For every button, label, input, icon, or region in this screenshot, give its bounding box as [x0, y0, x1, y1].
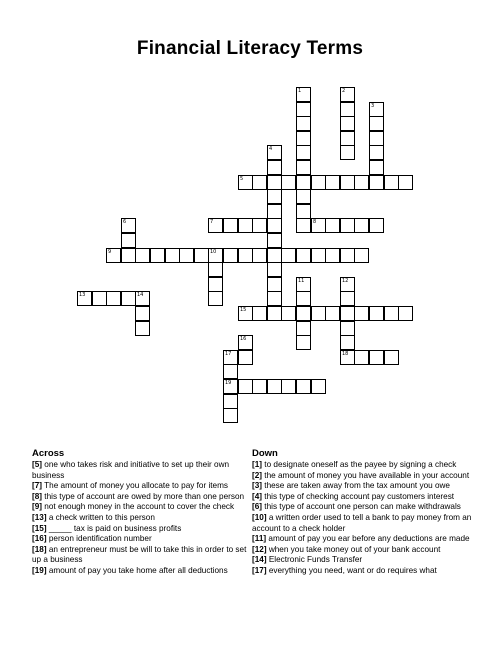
clue-number: 15 [240, 307, 247, 313]
clue-item-number: [18] [32, 544, 47, 554]
grid-cell[interactable] [238, 379, 253, 394]
clue-item-number: [6] [252, 502, 263, 512]
grid-cell[interactable] [354, 306, 369, 321]
clue-number: 2 [342, 88, 346, 94]
grid-cell[interactable] [384, 306, 399, 321]
clue-item-text: an entrepreneur must be will to take this in order to set up a business [32, 544, 247, 565]
grid-cell[interactable] [267, 218, 282, 233]
grid-cell[interactable] [340, 306, 355, 321]
grid-cell[interactable] [267, 379, 282, 394]
down-heading: Down [252, 448, 278, 459]
clue-number: 3 [371, 103, 375, 109]
clue-item-number: [12] [252, 544, 267, 554]
clue-item-number: [16] [32, 534, 47, 544]
grid-cell[interactable] [369, 218, 384, 233]
clue-item-number: [8] [32, 491, 43, 501]
grid-cell[interactable] [296, 175, 311, 190]
clue-item-text: a check written to this person [46, 512, 155, 522]
clue-item-text: this type of account one person can make withdrawals [262, 502, 461, 512]
grid-cell[interactable] [384, 175, 399, 190]
clue-item-text: Electronic Funds Transfer [266, 555, 363, 565]
grid-cell[interactable] [121, 291, 136, 306]
grid-cell[interactable] [354, 248, 369, 263]
across-clue-list [32, 460, 254, 577]
grid-cell[interactable] [398, 306, 413, 321]
grid-cell[interactable] [238, 218, 253, 233]
grid-cell[interactable] [150, 248, 165, 263]
clue-number: 1 [298, 88, 302, 94]
clue-number: 9 [108, 249, 112, 255]
grid-cell[interactable] [296, 102, 311, 117]
grid-cell[interactable] [296, 248, 311, 263]
clue-item-text: to designate oneself as the payee by signing a check [262, 460, 457, 469]
clue-item-number: [17] [252, 565, 267, 575]
grid-cell[interactable] [354, 175, 369, 190]
grid-cell[interactable] [223, 394, 238, 409]
clue-item [252, 545, 474, 556]
clue-number: 13 [79, 292, 86, 298]
grid-cell[interactable] [296, 306, 311, 321]
clue-item-number: [15] [32, 523, 47, 533]
clue-item [252, 492, 474, 503]
grid-cell[interactable] [340, 350, 355, 365]
grid-cell[interactable] [194, 248, 209, 263]
grid-cell[interactable] [223, 408, 238, 423]
clue-item-number: [3] [252, 481, 263, 491]
grid-cell[interactable] [296, 204, 311, 219]
clue-item [32, 513, 254, 524]
grid-cell[interactable] [296, 291, 311, 306]
clue-item [252, 513, 474, 534]
clue-number: 8 [313, 219, 317, 225]
clue-item [32, 545, 254, 566]
clue-item-text: amount of pay you ear before any deductions are made [266, 534, 470, 544]
clue-item-text: person identification number [46, 534, 152, 544]
grid-cell[interactable] [238, 350, 253, 365]
grid-cell[interactable] [238, 335, 253, 350]
grid-cell[interactable] [135, 248, 150, 263]
clue-item-number: [11] [252, 534, 267, 544]
grid-cell[interactable] [340, 335, 355, 350]
clue-item [32, 502, 254, 513]
grid-cell[interactable] [296, 145, 311, 160]
grid-cell[interactable] [340, 321, 355, 336]
clue-item [252, 481, 474, 492]
grid-cell[interactable] [135, 291, 150, 306]
clue-number: 5 [240, 176, 244, 182]
clue-number: 11 [298, 278, 305, 284]
puzzle-title: Financial Literacy Terms [136, 38, 364, 59]
grid-cell[interactable] [369, 102, 384, 117]
grid-cell[interactable] [311, 379, 326, 394]
clue-item [252, 502, 474, 513]
grid-cell[interactable] [252, 379, 267, 394]
grid-cell[interactable] [296, 218, 311, 233]
grid-cell[interactable] [121, 248, 136, 263]
grid-cell[interactable] [281, 248, 296, 263]
clue-number: 6 [123, 219, 127, 225]
clue-item [32, 492, 254, 503]
clue-item [252, 534, 474, 545]
grid-cell[interactable] [296, 335, 311, 350]
grid-cell[interactable] [135, 321, 150, 336]
grid-cell[interactable] [135, 306, 150, 321]
grid-cell[interactable] [223, 248, 238, 263]
grid-cell[interactable] [267, 262, 282, 277]
clue-item [252, 471, 474, 482]
grid-cell[interactable] [281, 379, 296, 394]
grid-cell[interactable] [354, 350, 369, 365]
clue-item-number: [9] [32, 502, 43, 512]
clue-item-text: the amount of money you have available in your account [262, 470, 470, 480]
across-heading: Across [32, 448, 65, 459]
grid-cell[interactable] [354, 218, 369, 233]
down-clues [252, 448, 474, 577]
grid-cell[interactable] [296, 87, 311, 102]
clue-number: 7 [210, 219, 214, 225]
grid-cell[interactable] [325, 248, 340, 263]
grid-cell[interactable] [340, 218, 355, 233]
grid-cell[interactable] [296, 116, 311, 131]
grid-cell[interactable] [223, 350, 238, 365]
grid-cell[interactable] [106, 248, 121, 263]
grid-cell[interactable] [121, 218, 136, 233]
across-clues [32, 448, 254, 577]
grid-cell[interactable] [340, 116, 355, 131]
grid-cell[interactable] [369, 116, 384, 131]
grid-cell[interactable] [252, 218, 267, 233]
grid-cell[interactable] [267, 291, 282, 306]
grid-cell[interactable] [252, 306, 267, 321]
clue-number: 14 [137, 292, 144, 298]
clue-item [252, 555, 474, 566]
clue-item-text: this type of checking account pay customers interest [262, 491, 455, 501]
grid-cell[interactable] [223, 364, 238, 379]
clue-item [252, 460, 474, 471]
clue-item [32, 566, 254, 577]
clue-item-number: [14] [252, 555, 267, 565]
grid-cell[interactable] [340, 87, 355, 102]
grid-cell[interactable] [325, 306, 340, 321]
grid-cell[interactable] [340, 277, 355, 292]
clue-item-number: [19] [32, 565, 47, 575]
grid-cell[interactable] [296, 379, 311, 394]
grid-cell[interactable] [296, 131, 311, 146]
grid-cell[interactable] [311, 175, 326, 190]
grid-cell[interactable] [267, 175, 282, 190]
clue-item [32, 524, 254, 535]
grid-cell[interactable] [296, 189, 311, 204]
clue-item [32, 460, 254, 481]
grid-cell[interactable] [208, 262, 223, 277]
grid-cell[interactable] [238, 306, 253, 321]
grid-cell[interactable] [325, 175, 340, 190]
down-clue-list [252, 460, 474, 577]
clue-item [32, 534, 254, 545]
clue-number: 10 [210, 249, 217, 255]
clue-item-number: [4] [252, 491, 263, 501]
grid-cell[interactable] [252, 248, 267, 263]
grid-cell[interactable] [369, 306, 384, 321]
grid-cell[interactable] [267, 145, 282, 160]
grid-cell[interactable] [281, 306, 296, 321]
clue-item-number: [5] [32, 460, 43, 469]
clue-number: 19 [225, 380, 232, 386]
grid-cell[interactable] [369, 350, 384, 365]
clue-item [32, 481, 254, 492]
grid-cell[interactable] [267, 160, 282, 175]
grid-cell[interactable] [267, 204, 282, 219]
clue-item-text: this type of account are owed by more than one person [42, 491, 245, 501]
grid-cell[interactable] [267, 277, 282, 292]
grid-cell[interactable] [369, 160, 384, 175]
grid-cell[interactable] [369, 131, 384, 146]
clue-number: 4 [269, 146, 273, 152]
clue-item-number: [1] [252, 460, 263, 469]
clue-number: 17 [225, 351, 232, 357]
clue-item-text: not enough money in the account to cover the check [42, 502, 235, 512]
grid-cell[interactable] [340, 131, 355, 146]
grid-cell[interactable] [208, 291, 223, 306]
grid-cell[interactable] [296, 160, 311, 175]
grid-cell[interactable] [223, 379, 238, 394]
grid-cell[interactable] [121, 233, 136, 248]
grid-cell[interactable] [77, 291, 92, 306]
grid-cell[interactable] [165, 248, 180, 263]
grid-cell[interactable] [208, 218, 223, 233]
grid-cell[interactable] [340, 291, 355, 306]
clue-item-text: The amount of money you allocate to pay for items [42, 481, 229, 491]
clue-number: 18 [342, 351, 349, 357]
grid-cell[interactable] [267, 233, 282, 248]
clue-item-text: one who takes risk and initiative to set up their own business [32, 460, 230, 480]
clue-item-text: _____ tax is paid on business profits [46, 523, 182, 533]
grid-cell[interactable] [296, 277, 311, 292]
clue-item-number: [10] [252, 512, 267, 522]
grid-cell[interactable] [340, 175, 355, 190]
grid-cell[interactable] [252, 175, 267, 190]
grid-cell[interactable] [296, 321, 311, 336]
grid-cell[interactable] [384, 350, 399, 365]
grid-cell[interactable] [267, 248, 282, 263]
grid-cell[interactable] [340, 248, 355, 263]
clue-number: 16 [240, 336, 247, 342]
grid-cell[interactable] [208, 277, 223, 292]
grid-cell[interactable] [311, 248, 326, 263]
grid-cell[interactable] [106, 291, 121, 306]
grid-cell[interactable] [179, 248, 194, 263]
grid-cell[interactable] [92, 291, 107, 306]
grid-cell[interactable] [267, 306, 282, 321]
clue-item-number: [7] [32, 481, 43, 491]
grid-cell[interactable] [208, 248, 223, 263]
grid-cell[interactable] [311, 306, 326, 321]
grid-cell[interactable] [238, 175, 253, 190]
grid-cell[interactable] [281, 175, 296, 190]
clue-item-text: when you take money out of your bank account [266, 544, 441, 554]
clue-item-text: everything you need, want or do requires what [266, 565, 437, 575]
grid-cell[interactable] [238, 248, 253, 263]
grid-cell[interactable] [369, 145, 384, 160]
clue-item-text: these are taken away from the tax amount you owe [262, 481, 450, 491]
clue-item-number: [13] [32, 512, 47, 522]
grid-cell[interactable] [398, 175, 413, 190]
clue-number: 12 [342, 278, 349, 284]
grid-cell[interactable] [311, 218, 326, 233]
grid-cell[interactable] [325, 218, 340, 233]
grid-cell[interactable] [267, 189, 282, 204]
clue-item-text: a written order used to tell a bank to pay money from an account to a check holder [252, 512, 472, 533]
grid-cell[interactable] [369, 175, 384, 190]
clue-item-number: [2] [252, 470, 263, 480]
clue-item-text: amount of pay you take home after all deductions [46, 565, 228, 575]
grid-cell[interactable] [223, 218, 238, 233]
grid-cell[interactable] [340, 145, 355, 160]
clue-item [252, 566, 474, 577]
grid-cell[interactable] [340, 102, 355, 117]
